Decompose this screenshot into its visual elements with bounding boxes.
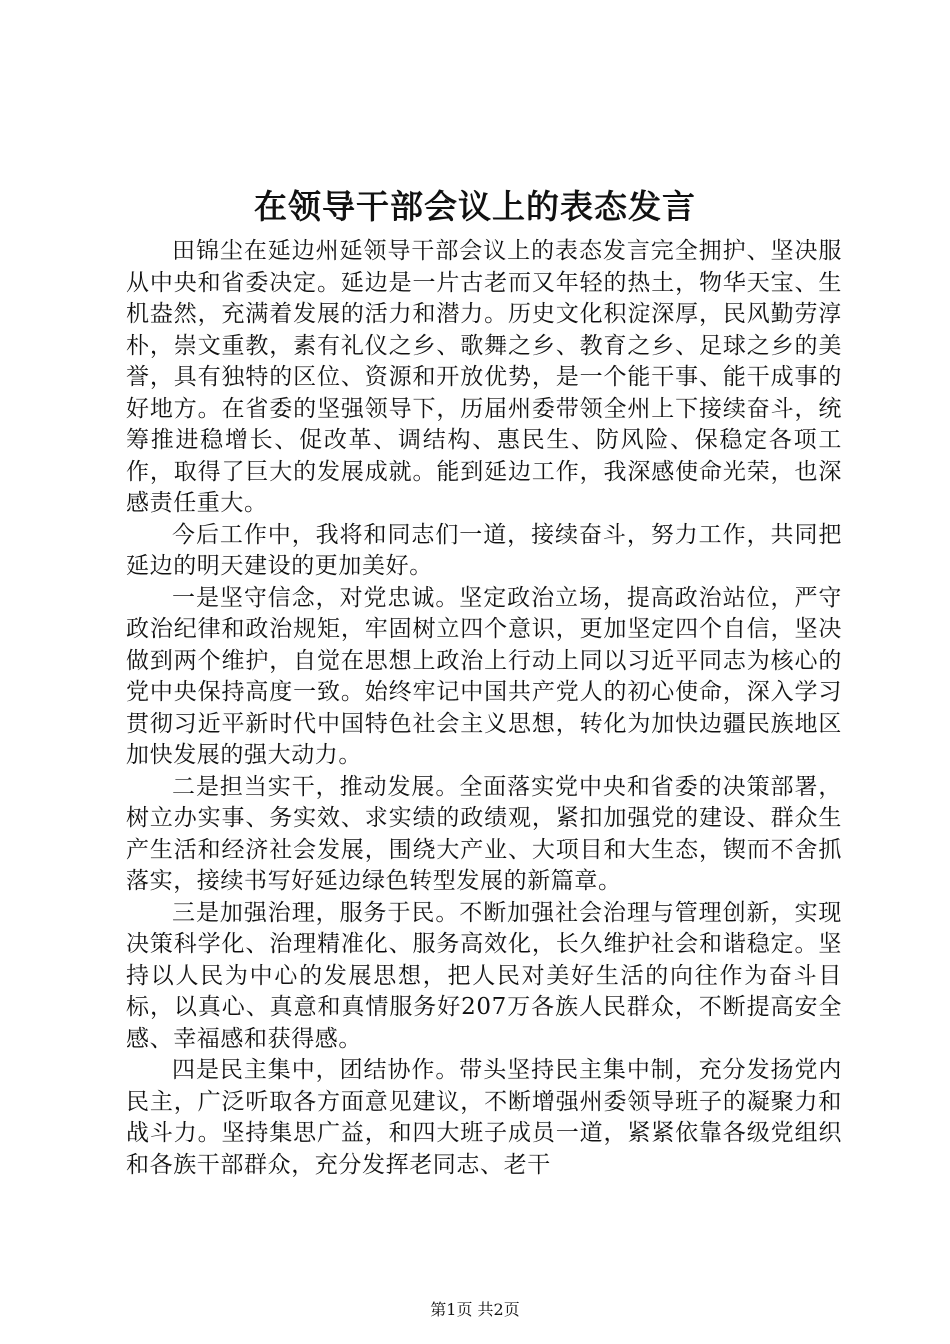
- document-body: [126, 236, 842, 1181]
- paragraph-point-two: 二是担当实干，推动发展。全面落实党中央和省委的决策部署，树立办实事、务实效、求实绩的政绩观，紧扣加强党的建设、群众生产生活和经济社会发展，围绕大产业、大项目和大生态，锲而不舍抓落实，接续书写好延边绿色转型发展的新篇章。: [126, 773, 842, 894]
- paragraph-point-one: 一是坚守信念，对党忠诚。坚定政治立场，提高政治站位，严守政治纪律和政治规矩，牢固树立四个意识，更加坚定四个自信，坚决做到两个维护，自觉在思想上政治上行动上同以习近平同志为核心的党中央保持高度一致。始终牢记中国共产党人的初心使命，深入学习贯彻习近平新时代中国特色社会主义思想，转化为加快边疆民族地区加快发展的强大动力。: [126, 584, 842, 768]
- paragraph-commitment: 今后工作中，我将和同志们一道，接续奋斗，努力工作，共同把延边的明天建设的更加美好。: [126, 521, 842, 579]
- paragraph-intro: 田锦尘在延边州延领导干部会议上的表态发言完全拥护、坚决服从中央和省委决定。延边是一片古老而又年轻的热土，物华天宝、生机盎然，充满着发展的活力和潜力。历史文化积淀深厚，民风勤劳淳朴，崇文重教，素有礼仪之乡、歌舞之乡、教育之乡、足球之乡的美誉，具有独特的区位、资源和开放优势，是一个能干事、能干成事的好地方。在省委的坚强领导下，历届州委带领全州上下接续奋斗，统筹推进稳增长、促改革、调结构、惠民生、防风险、保稳定各项工作，取得了巨大的发展成就。能到延边工作，我深感使命光荣，也深感责任重大。: [126, 238, 842, 516]
- paragraph-point-three: 三是加强治理，服务于民。不断加强社会治理与管理创新，实现决策科学化、治理精准化、服务高效化，长久维护社会和谐稳定。坚持以人民为中心的发展思想，把人民对美好生活的向往作为奋斗目标，以真心、真意和真情服务好207万各族人民群众，不断提高安全感、幸福感和获得感。: [126, 899, 842, 1052]
- document-title: 在领导干部会议上的表态发言: [254, 187, 696, 226]
- paragraph-point-four: 四是民主集中，团结协作。带头坚持民主集中制，充分发扬党内民主，广泛听取各方面意见建议，不断增强州委领导班子的凝聚力和战斗力。坚持集思广益，和四大班子成员一道，紧紧依靠各级党组织和各族干部群众，充分发挥老同志、老干: [126, 1057, 842, 1178]
- page-number-footer: 第1页 共2页: [430, 1300, 520, 1319]
